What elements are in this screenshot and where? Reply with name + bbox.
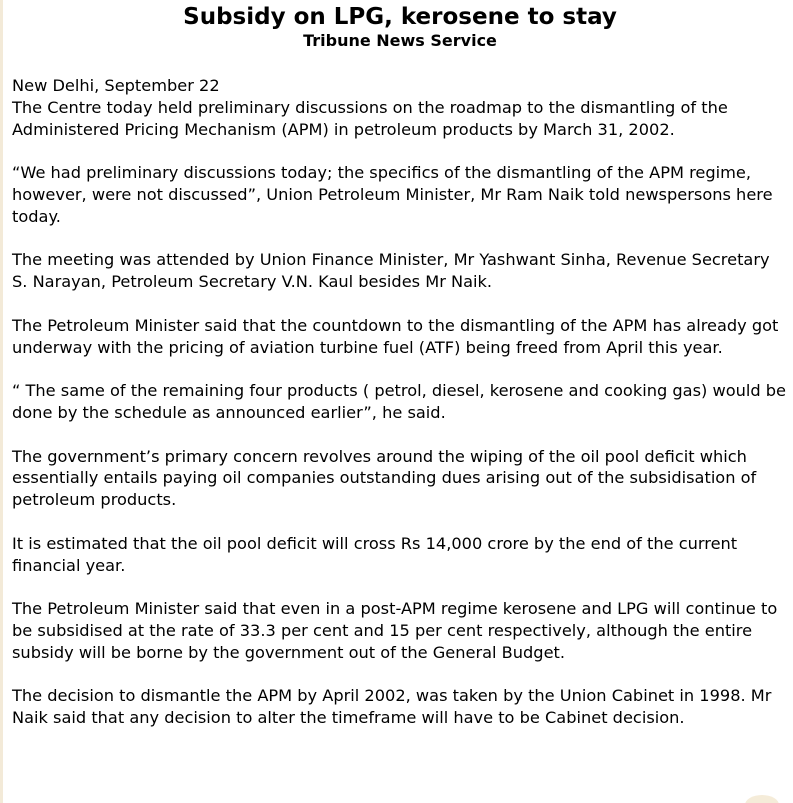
article-body [12,75,788,751]
article-dateline: New Delhi, September 22 [12,76,220,95]
corner-decoration [745,795,779,803]
paragraph-text: The Centre today held preliminary discussions on the roadmap to the dismantling of the Administered Pricing Mechanism (APM) in petroleum products by March 31, 2002. [12,97,728,139]
article-paragraph: The meeting was attended by Union Finance Minister, Mr Yashwant Sinha, Revenue Secretary S. Narayan, Petroleum Secretary V.N. Kaul besides Mr Naik. [12,250,770,292]
article-paragraph: “We had preliminary discussions today; the specifics of the dismantling of the APM regime, however, were not discussed”, Union Petroleum Minister, Mr Ram Naik told newspersons here today. [12,163,773,226]
article-headline: Subsidy on LPG, kerosene to stay [183,4,617,30]
article-paragraph: The Petroleum Minister said that even in a post-APM regime kerosene and LPG will continue to be subsidised at the rate of 33.3 per cent and 15 per cent respectively, although the entire subsidy will be borne by the government out of the General Budget. [12,599,778,662]
article-paragraph: “ The same of the remaining four products ( petrol, diesel, kerosene and cooking gas) would be done by the schedule as announced earlier”, he said. [12,381,787,422]
article-byline: Tribune News Service [303,31,497,50]
article-paragraph: The government’s primary concern revolves around the wiping of the oil pool deficit which essentially entails paying oil companies outstanding dues arising out of the subsidisation of petroleum products. [12,446,757,510]
page-left-border [0,0,3,803]
article-paragraph: The Petroleum Minister said that the countdown to the dismantling of the APM has already got underway with the pricing of aviation turbine fuel (ATF) being freed from April this year. [12,315,779,357]
article-paragraph: The decision to dismantle the APM by April 2002, was taken by the Union Cabinet in 1998. Mr Naik said that any decision to alter the timeframe will have to be Cabinet decision. [12,686,772,728]
article-paragraph: It is estimated that the oil pool deficit will cross Rs 14,000 crore by the end of the current financial year. [12,533,738,575]
article-paragraph [12,75,788,140]
